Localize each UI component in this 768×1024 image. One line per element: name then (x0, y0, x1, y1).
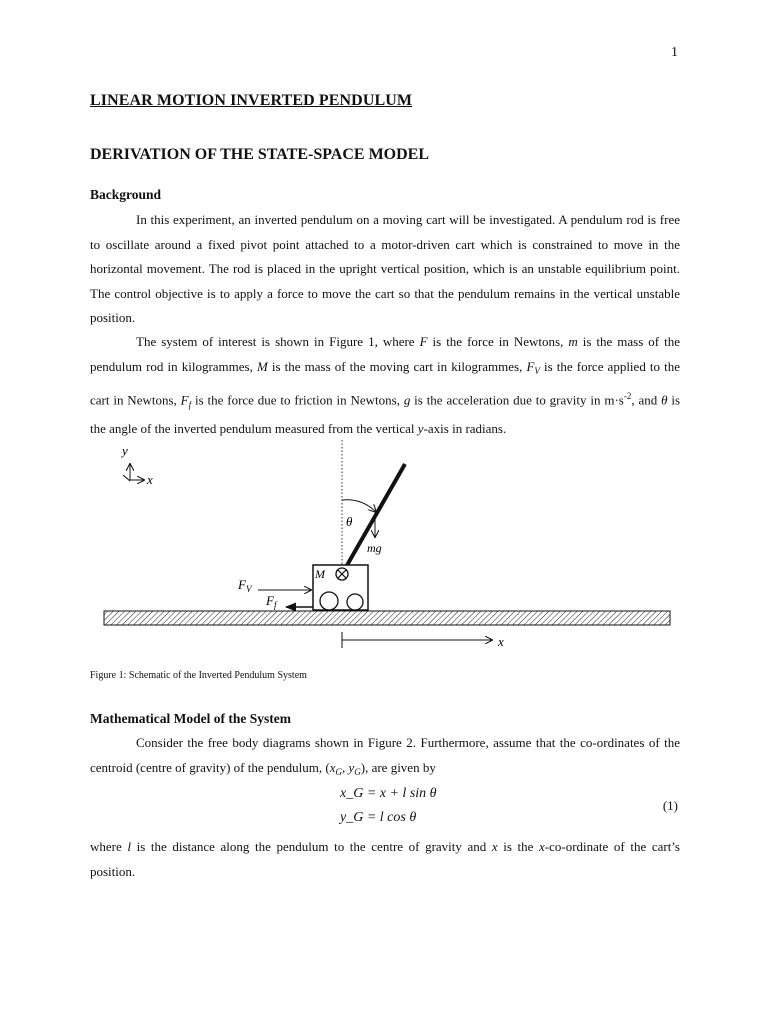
theta-arc (342, 500, 376, 512)
figure-caption: Figure 1: Schematic of the Inverted Pendulum System (90, 670, 307, 681)
equation-1-line-1: x_G = x + l sin θ (340, 786, 437, 801)
background-paragraph-2: The system of interest is shown in Figure 1, where F is the force in Newtons, m is the mass of the pendulum rod in kilogrammes, M is the mass of the moving cart in kilogrammes, $F_V$ is the force applied to the cart in Newtons, $F_f$ is the force due to friction in Newtons, g is the acceleration due to gravity in $m\cdot s^{-2}$, and θ is the angle of the inverted pendulum measured from the vertical y-axis in radians. (90, 334, 681, 437)
theta-label: θ (346, 514, 353, 529)
applied-force-label: $F_V$ (238, 577, 252, 594)
cart-position-label: x (498, 634, 504, 649)
document-title: LINEAR MOTION INVERTED PENDULUM (90, 92, 413, 109)
ground-surface (104, 611, 670, 625)
mg-label: mg (367, 541, 382, 555)
section-title: DERIVATION OF THE STATE-SPACE MODEL (90, 146, 430, 163)
page-number: 1 (671, 45, 678, 60)
model-heading: Mathematical Model of the System (90, 711, 291, 726)
axis-glyph (123, 464, 144, 481)
model-paragraph-1: Consider the free body diagrams shown in Figure 2. Furthermore, assume that the co-ordinates of the centroid (centre of gravity) of the pendulum, ($x_G$, $y_G$), are given by (90, 735, 680, 778)
model-paragraph-2: where l is the distance along the pendulum to the centre of gravity and x is the x-co-ordinate of the cart’s position. (90, 839, 680, 879)
axis-x-label: x (147, 472, 153, 487)
background-paragraph-1: In this experiment, an inverted pendulum on a moving cart will be investigated. A pendulum rod is free to oscillate around a fixed pivot point attached to a motor-driven cart which is constrained to move in the horizontal movement. The rod is placed in the upright vertical position, which is an unstable equilibrium point. The control objective is to apply a force to move the cart so that the pendulum remains in the vertical unstable position. (90, 212, 680, 325)
cart-wheel-left (320, 592, 338, 610)
cart-mass-label: M (315, 567, 325, 581)
cart-wheel-right (347, 594, 363, 610)
equation-1-line-2: y_G = l cos θ (340, 810, 417, 825)
friction-force-label: $F_f$ (266, 593, 277, 610)
background-heading: Background (90, 187, 162, 202)
axis-y-label: y (122, 443, 128, 458)
equation-1-number: (1) (662, 798, 678, 813)
